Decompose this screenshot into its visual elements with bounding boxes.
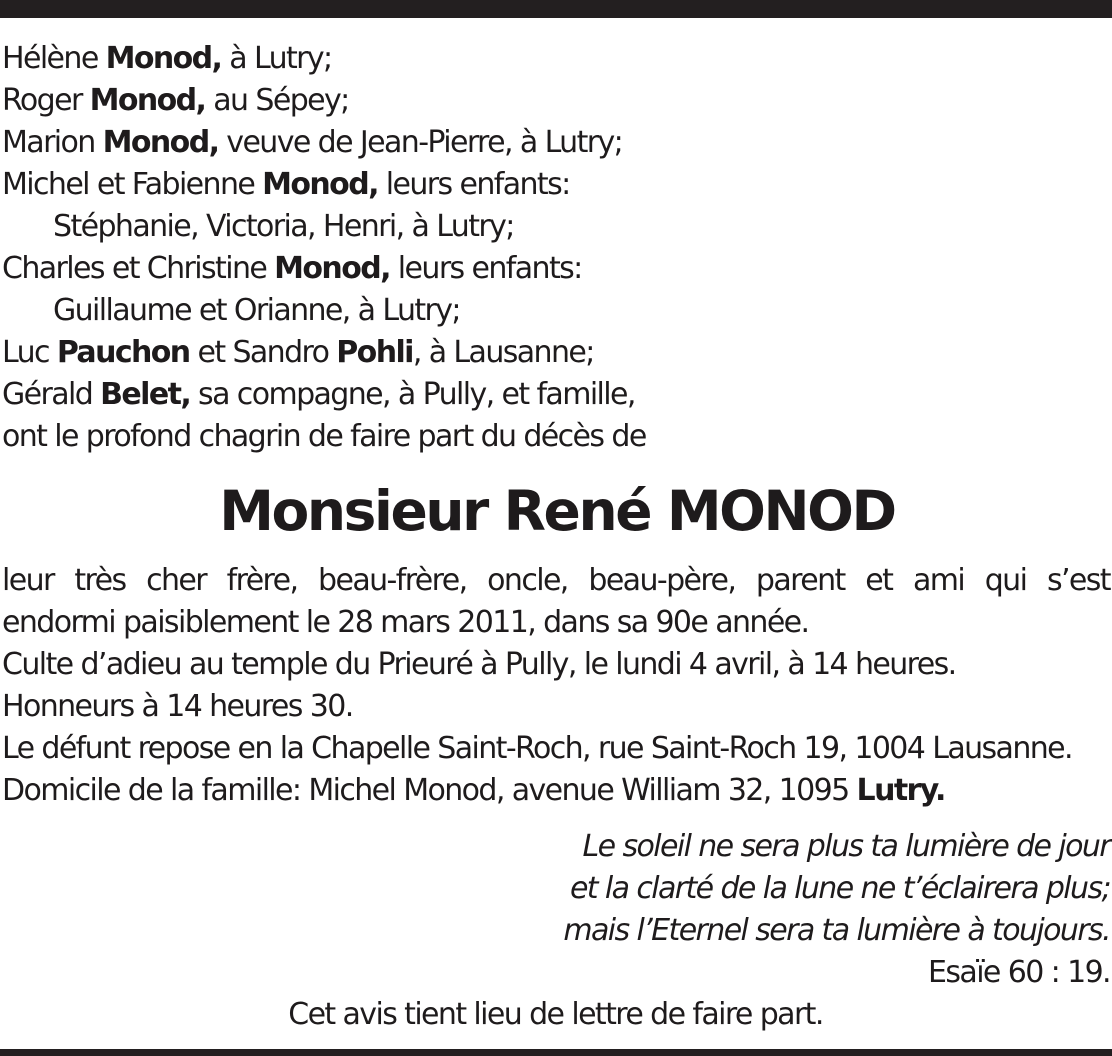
verse-reference: Esaïe 60 : 19. bbox=[928, 955, 1110, 990]
deceased-name-heading bbox=[0, 476, 1112, 546]
mourner-line: Charles et Christine Monod, leurs enfants: bbox=[2, 251, 582, 286]
mourners-list bbox=[2, 38, 1110, 458]
honours-info: Honneurs à 14 heures 30. bbox=[2, 689, 353, 724]
mourner-children-line: Stéphanie, Victoria, Henri, à Lutry; bbox=[53, 209, 514, 244]
mourner-line: Hélène Monod, à Lutry; bbox=[2, 41, 332, 76]
footer-note: Cet avis tient lieu de lettre de faire part. bbox=[288, 997, 823, 1032]
mourner-line: Marion Monod, veuve de Jean-Pierre, à Lutry; bbox=[2, 125, 623, 160]
notice-body bbox=[2, 560, 1110, 812]
verse-line: et la clarté de la lune ne t’éclairera plus; bbox=[569, 871, 1110, 906]
announcement-intro: ont le profond chagrin de faire part du décès de bbox=[2, 419, 646, 454]
scripture-verse bbox=[563, 826, 1110, 994]
family-address: Domicile de la famille: Michel Monod, avenue William 32, 1095 Lutry. bbox=[2, 773, 945, 808]
body-line-justified: leur très cher frère, beau-frère, oncle, beau-père, parent et ami qui s’est bbox=[2, 563, 1110, 598]
mourner-children-line: Guillaume et Orianne, à Lutry; bbox=[53, 293, 460, 328]
mourner-line: Michel et Fabienne Monod, leurs enfants: bbox=[2, 167, 570, 202]
body-line: endormi paisiblement le 28 mars 2011, dans sa 90e année. bbox=[2, 605, 809, 640]
mourner-line: Roger Monod, au Sépey; bbox=[2, 83, 349, 118]
verse-line: mais l’Eternel sera ta lumière à toujours. bbox=[563, 913, 1110, 948]
deceased-name: Monsieur René MONOD bbox=[219, 479, 895, 543]
repose-info: Le défunt repose en la Chapelle Saint-Roch, rue Saint-Roch 19, 1004 Lausanne. bbox=[2, 731, 1072, 766]
mourner-line: Luc Pauchon et Sandro Pohli, à Lausanne; bbox=[2, 335, 594, 370]
ceremony-info: Culte d’adieu au temple du Prieuré à Pully, le lundi 4 avril, à 14 heures. bbox=[2, 647, 956, 682]
footer-note-wrap bbox=[0, 994, 1112, 1036]
top-rule bbox=[0, 0, 1112, 18]
mourner-line: Gérald Belet, sa compagne, à Pully, et famille, bbox=[2, 377, 635, 412]
verse-line: Le soleil ne sera plus ta lumière de jour bbox=[582, 829, 1110, 864]
bottom-rule bbox=[0, 1049, 1112, 1056]
